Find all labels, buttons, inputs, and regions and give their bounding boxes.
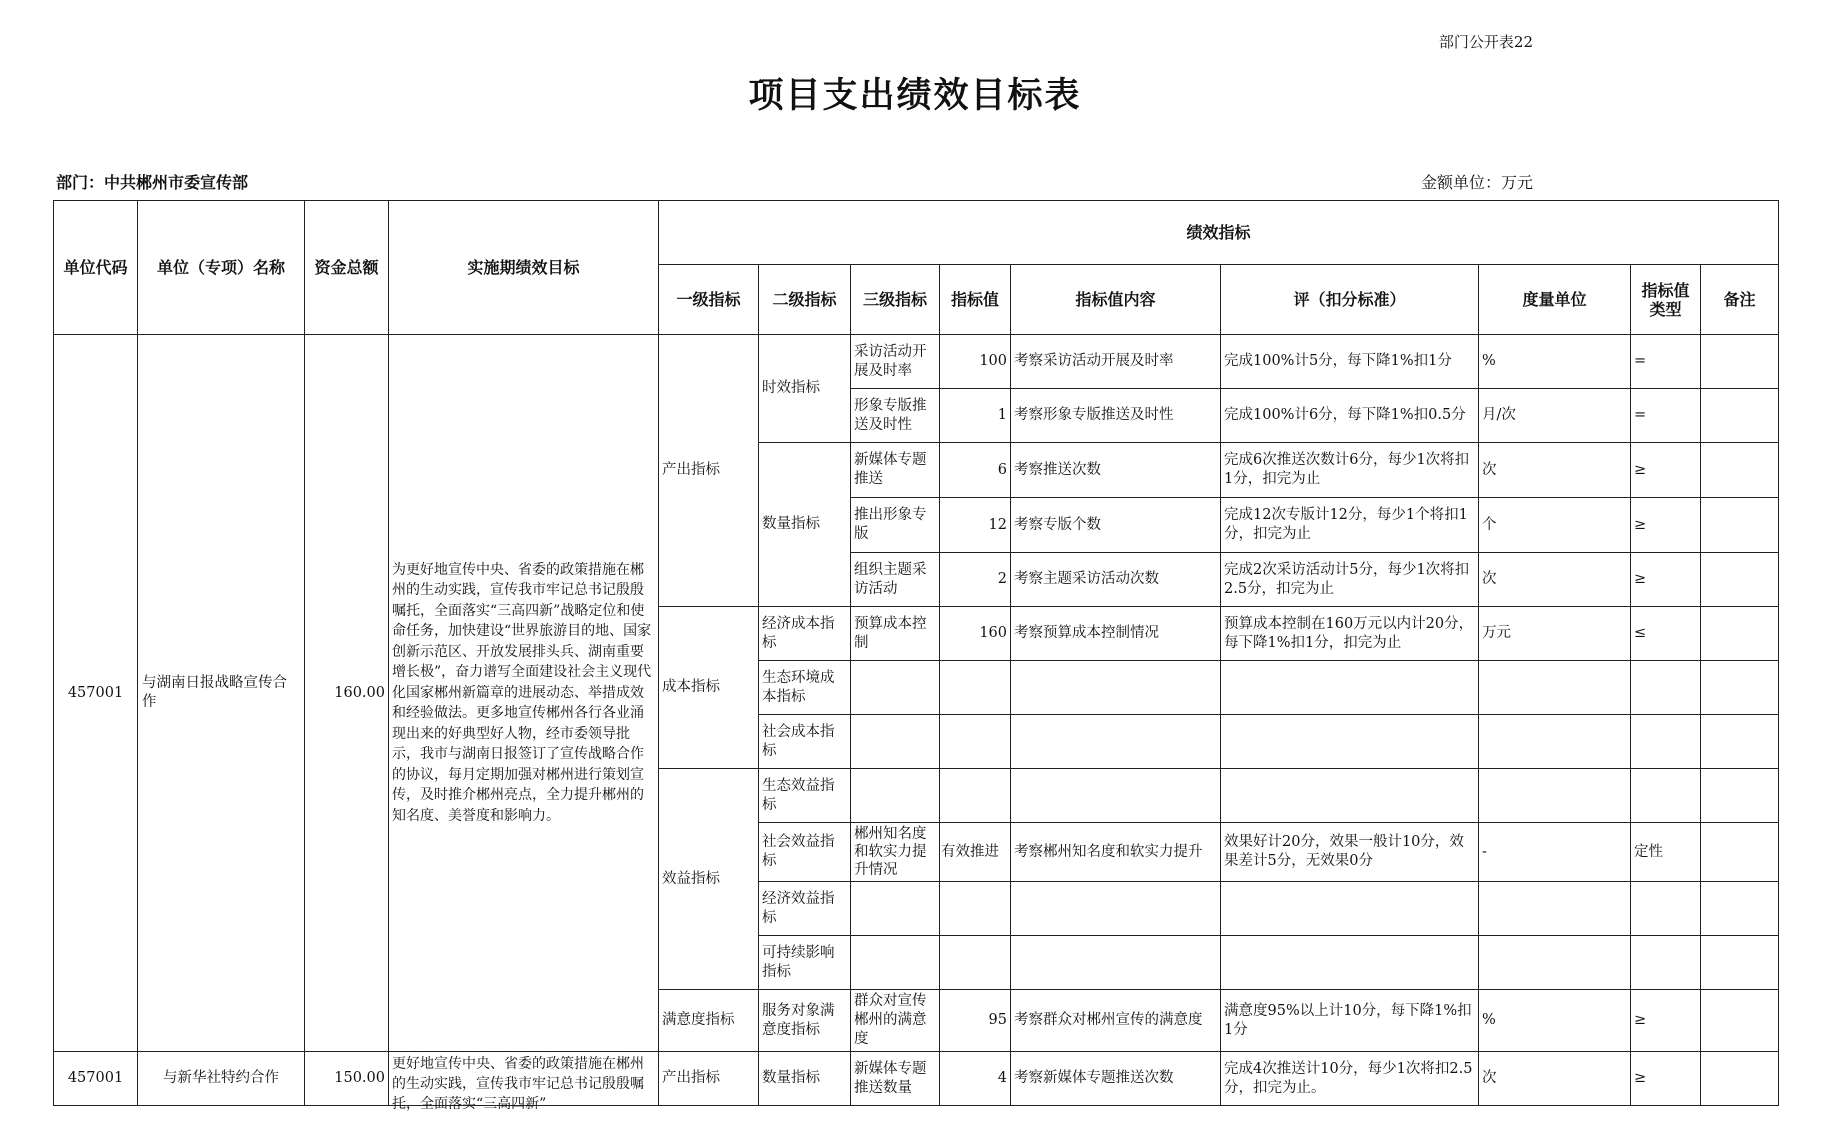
amount-unit-label: 金额单位：万元	[1420, 173, 1533, 192]
p1-r5-val: 160	[940, 607, 1011, 661]
p1-r6-val: 有效推进	[940, 823, 1011, 882]
p2-l1: 产出指标	[659, 1052, 759, 1106]
p1-r7-l3: 群众对宣传郴州的满意度	[851, 990, 940, 1052]
p1-r5-score: 预算成本控制在160万元以内计20分，每下降1%扣1分，扣完为止	[1221, 607, 1479, 661]
p1-r0-l3: 采访活动开展及时率	[851, 335, 940, 389]
p1-r5-l3: 预算成本控制	[851, 607, 940, 661]
p1-r4-val: 2	[940, 553, 1011, 607]
p1-r4-type: ≥	[1631, 553, 1701, 607]
department-label: 部门：中共郴州市委宣传部	[56, 173, 249, 192]
p1-r0-type: =	[1631, 335, 1701, 389]
p1-r2-val: 6	[940, 443, 1011, 498]
p2-goal-cell	[389, 1052, 659, 1112]
p1-r4-score: 完成2次采访活动计5分，每少1次将扣2.5分，扣完为止	[1221, 553, 1479, 607]
p1-r6-remark	[1701, 823, 1779, 882]
header-level1: 一级指标	[659, 265, 759, 335]
header-level2: 二级指标	[759, 265, 851, 335]
header-unit-code: 单位代码	[54, 201, 138, 335]
table-row	[54, 1052, 1779, 1106]
header-remark: 备注	[1701, 265, 1779, 335]
p1-r7-remark	[1701, 990, 1779, 1052]
p2-type: ≥	[1631, 1052, 1701, 1106]
p1-l1-satisfaction: 满意度指标	[659, 990, 759, 1052]
header-level3: 三级指标	[851, 265, 940, 335]
p2-val: 4	[940, 1052, 1011, 1106]
p1-r1-l3: 形象专版推送及时性	[851, 389, 940, 443]
p1-l2-econ-benefit: 经济效益指标	[759, 882, 851, 936]
p2-content: 考察新媒体专题推送次数	[1011, 1052, 1221, 1106]
header-period-goal: 实施期绩效目标	[389, 201, 659, 335]
p2-l3: 新媒体专题推送数量	[851, 1052, 940, 1106]
p2-amount: 150.00	[305, 1052, 389, 1106]
p1-r0-remark	[1701, 335, 1779, 389]
p1-l2-service-sat: 服务对象满意度指标	[759, 990, 851, 1052]
p1-l1-benefit: 效益指标	[659, 769, 759, 990]
header-scoring: 评（扣分标准）	[1221, 265, 1479, 335]
p1-l2-quantity: 数量指标	[759, 443, 851, 607]
header-unit-name: 单位（专项）名称	[138, 201, 305, 335]
p1-l2-social-benefit: 社会效益指标	[759, 823, 851, 882]
p1-r0-val: 100	[940, 335, 1011, 389]
p2-remark	[1701, 1052, 1779, 1106]
p1-r2-unit: 次	[1479, 443, 1631, 498]
p1-r0-content: 考察采访活动开展及时率	[1011, 335, 1221, 389]
p1-r4-unit: 次	[1479, 553, 1631, 607]
header-value-type: 指标值类型	[1631, 265, 1701, 335]
p1-l2-eco-cost: 生态环境成本指标	[759, 661, 851, 715]
p1-l2-sustain: 可持续影响指标	[759, 936, 851, 990]
p1-r1-unit: 月/次	[1479, 389, 1631, 443]
p1-r6-content: 考察郴州知名度和软实力提升	[1011, 823, 1221, 882]
header-measure-unit: 度量单位	[1479, 265, 1631, 335]
p1-r5-content: 考察预算成本控制情况	[1011, 607, 1221, 661]
p1-r3-val: 12	[940, 498, 1011, 553]
p1-amount: 160.00	[305, 335, 389, 1052]
p1-r0-score: 完成100%计5分，每下降1%扣1分	[1221, 335, 1479, 389]
p1-r2-content: 考察推送次数	[1011, 443, 1221, 498]
header-perf-indicators: 绩效指标	[659, 201, 1779, 265]
page-title: 项目支出绩效目标表	[748, 75, 1082, 116]
p1-r0-unit: %	[1479, 335, 1631, 389]
p1-r6-score: 效果好计20分，效果一般计10分，效果差计5分，无效果0分	[1221, 823, 1479, 882]
p1-r3-l3: 推出形象专版	[851, 498, 940, 553]
p1-l1-output: 产出指标	[659, 335, 759, 607]
p1-r7-unit: %	[1479, 990, 1631, 1052]
p1-r7-val: 95	[940, 990, 1011, 1052]
p1-r1-val: 1	[940, 389, 1011, 443]
p1-code: 457001	[54, 335, 138, 1052]
p1-r5-type: ≤	[1631, 607, 1701, 661]
header-content: 指标值内容	[1011, 265, 1221, 335]
p1-r3-remark	[1701, 498, 1779, 553]
p1-goal: 为更好地宣传中央、省委的政策措施在郴州的生动实践，宣传我市牢记总书记殷殷嘱托，全面落实“三高四新”战略定位和使命任务，加快建设“世界旅游目的地、国家创新示范区、开放发展排头兵、湖南重要增长极”，奋力谱写全面建设社会主义现代化国家郴州新篇章的进展动态、举措成效和经验做法。更多地宣传郴州各行各业涌现出来的好典型好人物，经市委领导批示，我市与湖南日报签订了宣传战略合作的协议，每月定期加强对郴州进行策划宣传，及时推介郴州亮点，全力提升郴州的知名度、美誉度和影响力。	[389, 335, 659, 1052]
p2-code: 457001	[54, 1052, 138, 1106]
p2-name: 与新华社特约合作	[138, 1052, 305, 1106]
p1-r2-remark	[1701, 443, 1779, 498]
p1-r2-l3: 新媒体专题推送	[851, 443, 940, 498]
p1-l2-social-cost: 社会成本指标	[759, 715, 851, 769]
p1-r6-type: 定性	[1631, 823, 1701, 882]
performance-table	[53, 200, 1779, 1112]
p1-r4-remark	[1701, 553, 1779, 607]
p1-l2-eco-benefit: 生态效益指标	[759, 769, 851, 823]
p1-r3-content: 考察专版个数	[1011, 498, 1221, 553]
header-value: 指标值	[940, 265, 1011, 335]
table-row	[54, 335, 1779, 389]
p1-r3-score: 完成12次专版计12分，每少1个将扣1分，扣完为止	[1221, 498, 1479, 553]
p1-r1-remark	[1701, 389, 1779, 443]
p2-score: 完成4次推送计10分，每少1次将扣2.5分，扣完为止。	[1221, 1052, 1479, 1106]
p1-r6-l3: 郴州知名度和软实力提升情况	[851, 823, 940, 882]
p1-r6-unit: -	[1479, 823, 1631, 882]
p1-r7-type: ≥	[1631, 990, 1701, 1052]
table-number-label: 部门公开表22	[1438, 33, 1533, 51]
p1-r1-content: 考察形象专版推送及时性	[1011, 389, 1221, 443]
p1-l1-cost: 成本指标	[659, 607, 759, 769]
p2-l2: 数量指标	[759, 1052, 851, 1106]
p1-r3-unit: 个	[1479, 498, 1631, 553]
p2-unit: 次	[1479, 1052, 1631, 1106]
p1-r2-score: 完成6次推送次数计6分，每少1次将扣1分，扣完为止	[1221, 443, 1479, 498]
p1-l2-econ-cost: 经济成本指标	[759, 607, 851, 661]
p1-r7-content: 考察群众对郴州宣传的满意度	[1011, 990, 1221, 1052]
p1-r4-content: 考察主题采访活动次数	[1011, 553, 1221, 607]
p1-r5-remark	[1701, 607, 1779, 661]
p2-goal: 更好地宣传中央、省委的政策措施在郴州的生动实践，宣传我市牢记总书记殷殷嘱托，全面落实“三高四新”	[392, 1056, 644, 1112]
p1-r7-score: 满意度95%以上计10分，每下降1%扣1分	[1221, 990, 1479, 1052]
p1-r1-type: =	[1631, 389, 1701, 443]
p1-r5-unit: 万元	[1479, 607, 1631, 661]
p1-r2-type: ≥	[1631, 443, 1701, 498]
p1-l2-timeliness: 时效指标	[759, 335, 851, 443]
p1-r3-type: ≥	[1631, 498, 1701, 553]
p1-r4-l3: 组织主题采访活动	[851, 553, 940, 607]
p1-name: 与湖南日报战略宣传合作	[138, 335, 305, 1052]
p1-r1-score: 完成100%计6分，每下降1%扣0.5分	[1221, 389, 1479, 443]
header-total-funds: 资金总额	[305, 201, 389, 335]
